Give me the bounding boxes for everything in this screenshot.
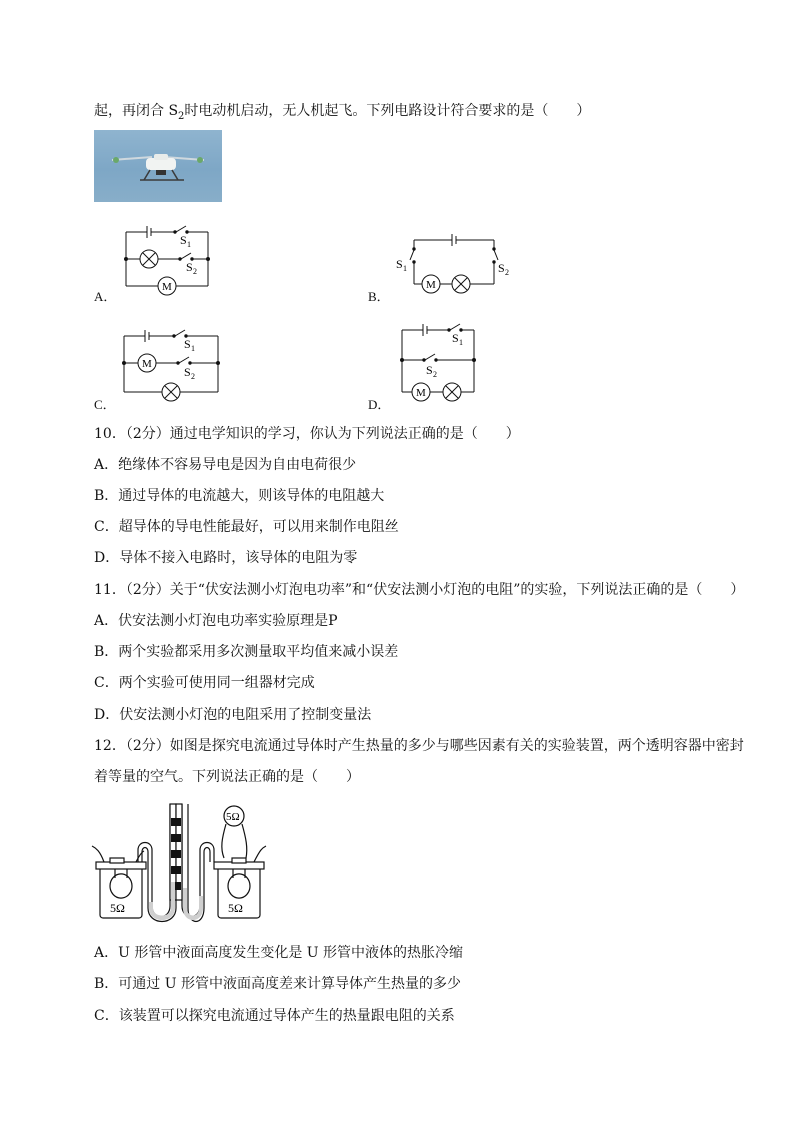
svg-text:2: 2	[193, 267, 197, 276]
q10-option-b[interactable]: B．通过导体的电流越大，则该导体的电阻越大	[94, 488, 385, 504]
q12-option-c[interactable]: C．该装置可以探究电流通过导体产生的热量跟电阻的关系	[94, 1008, 455, 1024]
svg-text:1: 1	[403, 264, 407, 273]
svg-text:5Ω: 5Ω	[226, 811, 240, 823]
circuit-c	[118, 326, 228, 406]
q12-stem-line2: 着等量的空气。下列说法正确的是（ ）	[94, 769, 360, 785]
svg-text:S: S	[452, 331, 459, 345]
q11-stem: 11．（2分）关于“伏安法测小灯泡电功率”和“伏安法测小灯泡的电阻”的实验，下列说法正确的是（ ）	[94, 582, 745, 598]
q12-option-b[interactable]: B．可通过 U 形管中液面高度差来计算导体产生热量的多少	[94, 976, 461, 992]
q10-stem: 10．（2分）通过电学知识的学习，你认为下列说法正确的是（ ）	[94, 426, 520, 442]
q9-intro: 起，再闭合 $S_2$时电动机启动，无人机起飞。下列电路设计符合要求的是（ ）	[94, 103, 591, 122]
circuit-a	[120, 222, 220, 298]
svg-text:1: 1	[187, 240, 191, 249]
q10-option-a[interactable]: A．绝缘体不容易导电是因为自由电荷很少	[94, 457, 357, 473]
svg-text:S: S	[184, 365, 191, 379]
svg-text:M: M	[416, 387, 426, 399]
svg-text:S: S	[426, 363, 433, 377]
q9-option-b[interactable]: B．	[368, 289, 390, 304]
svg-text:5Ω: 5Ω	[228, 901, 243, 915]
drone-photo	[94, 130, 222, 202]
svg-text:M: M	[162, 281, 172, 293]
svg-text:M: M	[142, 358, 152, 370]
q11-option-a[interactable]: A．伏安法测小灯泡电功率实验原理是P	[94, 613, 338, 629]
svg-text:1: 1	[459, 338, 463, 347]
q10-option-d[interactable]: D．导体不接入电路时，该导体的电阻为零	[94, 550, 358, 566]
svg-text:S: S	[184, 337, 191, 351]
q11-option-c[interactable]: C．两个实验可使用同一组器材完成	[94, 675, 315, 691]
circuit-d	[396, 320, 506, 406]
svg-text:5Ω: 5Ω	[110, 901, 125, 915]
q9-option-a[interactable]: A．	[94, 289, 117, 304]
q12-stem-line1: 12．（2分）如图是探究电流通过导体时产生热量的多少与哪些因素有关的实验装置，两个透明容器中密封	[94, 738, 744, 754]
q10-option-c[interactable]: C．超导体的导电性能最好，可以用来制作电阻丝	[94, 519, 399, 535]
svg-text:2: 2	[191, 372, 195, 381]
svg-text:1: 1	[191, 344, 195, 353]
svg-text:S: S	[498, 261, 505, 275]
svg-text:2: 2	[505, 268, 509, 277]
joule-heating-apparatus	[90, 796, 270, 924]
q12-option-a[interactable]: A．U 形管中液面高度发生变化是 U 形管中液体的热胀冷缩	[94, 945, 464, 961]
q9-option-d[interactable]: D．	[368, 397, 391, 412]
svg-text:M: M	[426, 279, 436, 291]
svg-text:S: S	[396, 257, 403, 271]
q11-option-d[interactable]: D．伏安法测小灯泡的电阻采用了控制变量法	[94, 707, 372, 723]
circuit-b	[396, 232, 516, 298]
svg-text:2: 2	[433, 370, 437, 379]
q9-option-c[interactable]: C．	[94, 397, 116, 412]
q11-option-b[interactable]: B．两个实验都采用多次测量取平均值来减小误差	[94, 644, 399, 660]
svg-text:S: S	[180, 233, 187, 247]
svg-text:S: S	[186, 260, 193, 274]
